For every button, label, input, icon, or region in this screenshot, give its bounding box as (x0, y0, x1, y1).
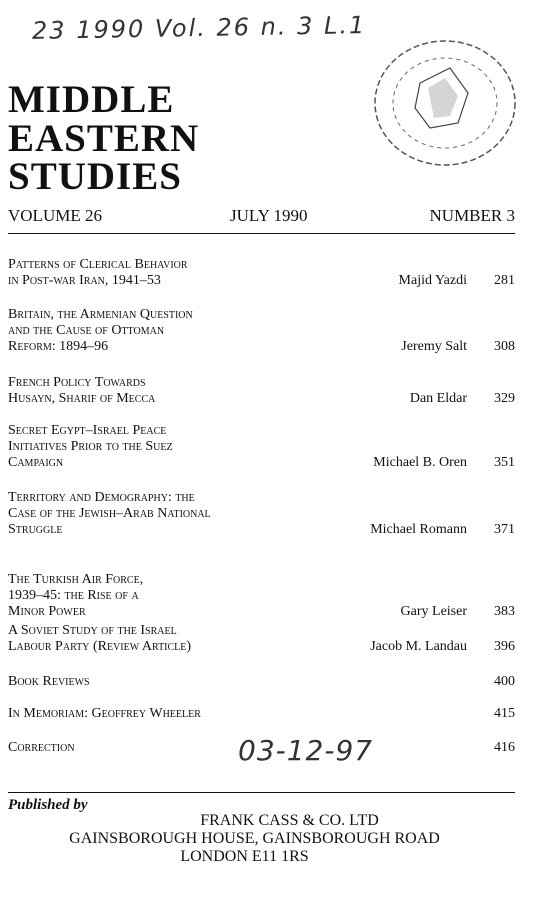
article-title-line: Minor Power (8, 604, 86, 619)
article-title-line: Britain, the Armenian Question (8, 307, 193, 322)
publisher-name: FRANK CASS & CO. LTD (200, 812, 379, 829)
article-title (8, 572, 328, 620)
journal-title-line: STUDIES (8, 155, 182, 198)
article-title-line: A Soviet Study of the Israel (8, 623, 177, 638)
contents-entry (8, 572, 515, 620)
journal-title-line: MIDDLE (8, 78, 175, 121)
article-title-line: Secret Egypt–Israel Peace (8, 423, 167, 438)
publisher-address: GAINSBOROUGH HOUSE, GAINSBOROUGH ROAD (69, 830, 440, 847)
article-author: Gary Leiser (400, 604, 467, 619)
article-title-line: Correction (8, 740, 75, 755)
article-title (8, 257, 328, 289)
article-title-line: Campaign (8, 455, 64, 470)
issue-number: NUMBER 3 (429, 206, 515, 225)
article-author: Michael Romann (370, 522, 467, 537)
article-author: Jeremy Salt (401, 339, 467, 354)
page-number: 308 (494, 339, 515, 354)
article-title-line: Initiatives Prior to the Suez (8, 439, 173, 454)
article-author: Jacob M. Landau (370, 639, 467, 654)
article-title-line: Labour Party (Review Article) (8, 639, 192, 654)
article-title-line: French Policy Towards (8, 375, 146, 390)
handwritten-date: 03-12-97 (238, 734, 374, 767)
article-title-line: Territory and Demography: the (8, 490, 195, 505)
handwritten-note: 23 1990 Vol. 26 n. 3 L.1 (31, 11, 367, 45)
article-title (8, 706, 328, 722)
divider (8, 792, 515, 793)
journal-title-line: EASTERN (8, 117, 200, 160)
article-title-line: Patterns of Clerical Behavior (8, 257, 188, 272)
page-number: 416 (494, 740, 515, 755)
page-number: 383 (494, 604, 515, 619)
article-title-line: Husayn, Sharif of Mecca (8, 391, 156, 406)
page-number: 396 (494, 639, 515, 654)
divider (8, 233, 515, 234)
library-stamp (350, 28, 520, 178)
article-title (8, 307, 328, 355)
publisher-city: LONDON E11 1RS (180, 848, 309, 865)
article-title-line: and the Cause of Ottoman (8, 323, 165, 338)
article-title (8, 490, 328, 538)
article-title-line: In Memoriam: Geoffrey Wheeler (8, 706, 201, 721)
contents-entry (8, 307, 515, 355)
issue-date: JULY 1990 (230, 206, 308, 225)
page-number: 415 (494, 706, 515, 721)
contents-entry (8, 490, 515, 538)
published-by-label: Published by (8, 797, 88, 813)
page-number: 329 (494, 391, 515, 406)
article-title (8, 375, 328, 407)
contents-entry (8, 706, 515, 722)
article-author: Michael B. Oren (373, 455, 467, 470)
article-title-line: Reform: 1894–96 (8, 339, 109, 354)
article-title-line: in Post-war Iran, 1941–53 (8, 273, 161, 288)
contents-entry (8, 674, 515, 690)
article-title-line: 1939–45: the Rise of a (8, 588, 139, 603)
volume-label: VOLUME 26 (8, 206, 102, 225)
article-author: Dan Eldar (409, 391, 467, 406)
article-title (8, 423, 328, 471)
article-title-line: Case of the Jewish–Arab National (8, 506, 211, 521)
article-title-line: Struggle (8, 522, 63, 537)
contents-entry (8, 257, 515, 289)
page-number: 351 (494, 455, 515, 470)
page-number: 400 (494, 674, 515, 689)
contents-entry (8, 423, 515, 471)
contents-entry (8, 623, 515, 655)
article-title (8, 623, 328, 655)
page-number: 281 (494, 273, 515, 288)
article-title-line: Book Reviews (8, 674, 90, 689)
article-author: Majid Yazdi (398, 273, 467, 288)
contents-entry (8, 375, 515, 407)
article-title (8, 674, 328, 690)
article-title-line: The Turkish Air Force, (8, 572, 144, 587)
page-number: 371 (494, 522, 515, 537)
